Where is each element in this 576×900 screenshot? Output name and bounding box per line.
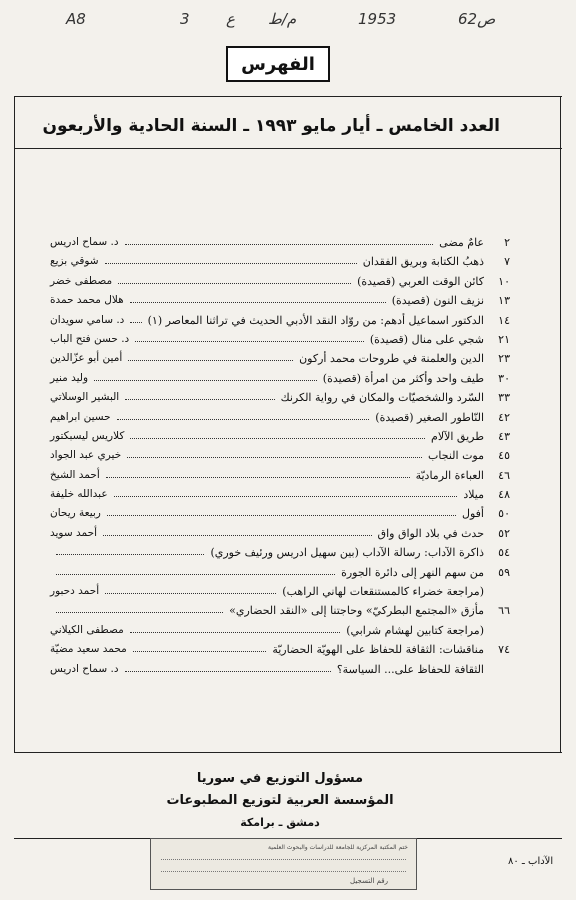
- toc-row: [50, 369, 510, 388]
- toc-leader-dots: [125, 399, 275, 400]
- toc-row: [50, 485, 510, 504]
- toc-leader-dots: [56, 612, 223, 613]
- toc-leader-dots: [127, 457, 422, 458]
- toc-entry-title: نزيف النون (قصيدة): [391, 294, 484, 308]
- toc-row: [50, 563, 510, 582]
- toc-page-number: ٣٣: [498, 391, 510, 405]
- toc-entry-title: ذهبُ الكتابة وبريق الفقدان: [362, 255, 484, 269]
- toc-row: [50, 408, 510, 427]
- toc-entry-author: أمين أبو عزّالدين: [50, 352, 123, 365]
- toc-page-number: ١٣: [498, 294, 510, 308]
- toc-row: [50, 388, 510, 407]
- toc-leader-dots: [118, 283, 351, 284]
- stamp-bottom-text: رقم التسجيل: [350, 877, 388, 885]
- toc-entry-author: أحمد دحبور: [50, 585, 100, 598]
- toc-row: [50, 427, 510, 446]
- toc-entry-title: العباءة الرماديّة: [415, 468, 484, 482]
- toc-entry-author: البشير الوسلاتي: [50, 391, 120, 404]
- toc-page-number: ٦٦: [498, 604, 510, 618]
- toc-row: [50, 466, 510, 485]
- toc-entry-title: شجي على منال (قصيدة): [369, 332, 484, 346]
- toc-row: [50, 291, 510, 310]
- toc-page-number: ٧: [504, 255, 510, 269]
- toc-entry-title: طريق الآلام: [431, 429, 484, 443]
- toc-page-number: ٣٠: [498, 371, 510, 385]
- toc-row: [50, 446, 510, 465]
- toc-leader-dots: [107, 515, 456, 516]
- toc-leader-dots: [130, 438, 425, 439]
- toc-entry-title: الثقافة للحفاظ على... السياسة؟: [336, 662, 484, 676]
- toc-row: [50, 504, 510, 523]
- toc-leader-dots: [105, 593, 276, 594]
- distribution-line-3: دمشق ـ برامكة: [240, 816, 320, 829]
- toc-page-number: ٧٤: [498, 643, 510, 657]
- toc-page-number: ٤٢: [498, 410, 510, 424]
- toc-leader-dots: [114, 496, 457, 497]
- toc-entry-title: من سهم النهر إلى دائرة الجورة: [341, 565, 484, 579]
- toc-entry-title: عامٌ مضى: [439, 236, 484, 249]
- stamp-line: [161, 871, 406, 872]
- index-title-box: [226, 46, 330, 82]
- footer-top-rule: [14, 752, 562, 753]
- toc-row: [50, 621, 510, 640]
- right-body-rule: [560, 148, 561, 752]
- toc-entry-title: (مراجعة خضراء كالمستنقعات لهاني الراهب): [282, 585, 484, 599]
- toc-entry-title: حدث في بلاد الواق واق: [377, 526, 484, 540]
- toc-entry-author: وليد منير: [50, 371, 89, 384]
- toc-entry-title: أفول: [462, 507, 484, 521]
- toc-row: [50, 524, 510, 543]
- handwritten-note-5: 1953: [358, 10, 397, 28]
- toc-entry-author: د. سماح ادريس: [50, 236, 119, 248]
- issue-title: العدد الخامس ـ أيار مايو ١٩٩٣ ـ السنة الحادية والأربعون: [42, 116, 500, 136]
- toc-leader-dots: [56, 574, 335, 575]
- toc-row: [50, 233, 510, 252]
- toc-page-number: ٥٠: [498, 507, 510, 521]
- toc-entry-author: محمد سعيد مضيّة: [50, 643, 127, 656]
- toc-leader-dots: [130, 632, 340, 633]
- toc-entry-title: طيف واحد وأكثر من امرأة (قصيدة): [322, 371, 484, 385]
- toc-entry-title: مناقشات: الثقافة للحفاظ على الهويّة الحضاريّة: [272, 643, 484, 657]
- toc-entry-author: حسين ابراهيم: [50, 410, 111, 423]
- toc-leader-dots: [106, 477, 410, 478]
- distribution-info: [120, 768, 440, 834]
- toc-page-number: ٥٩: [498, 565, 510, 579]
- toc-row: [50, 601, 510, 620]
- toc-page-number: ٥٤: [498, 546, 510, 560]
- toc-entry-title: (مراجعة كتابين لهشام شرابي): [346, 623, 484, 637]
- toc-entry-author: كلاريس ليسبكتور: [50, 429, 125, 442]
- toc-entry-author: ربيعة ريحان: [50, 507, 101, 520]
- toc-entry-title: الدكتور اسماعيل أدهم: من روّاد النقد الأدبي الحديث في تراثنا المعاصر (١): [147, 313, 484, 327]
- toc-leader-dots: [133, 651, 266, 652]
- handwritten-note-4: م/ط: [268, 10, 297, 28]
- toc-page-number: ٤٣: [498, 429, 510, 443]
- toc-entry-author: د. سامي سويدان: [50, 313, 125, 326]
- toc-entry-author: أحمد الشيخ: [50, 468, 100, 481]
- toc-entry-author: د. حسن فتح الباب: [50, 332, 130, 345]
- toc-entry-title: موت النجاب: [428, 449, 484, 463]
- toc-page-number: ٤٥: [498, 449, 510, 463]
- toc-page-number: ٤٦: [498, 468, 510, 482]
- toc-leader-dots: [130, 302, 386, 303]
- right-frame-rule: [560, 96, 561, 148]
- distribution-line-2: المؤسسة العربية لتوزيع المطبوعات: [166, 793, 394, 808]
- toc-page-number: ٥٢: [498, 526, 510, 540]
- toc-row: [50, 272, 510, 291]
- top-rule: [14, 96, 562, 97]
- toc-page-number: ٤٨: [498, 488, 510, 502]
- handwritten-note-1: A8: [66, 10, 86, 28]
- toc-entry-title: الدين والعلمنة في طروحات محمد أركون: [299, 352, 484, 366]
- toc-page-number: ١٠: [498, 274, 510, 288]
- toc-row: [50, 311, 510, 330]
- toc-leader-dots: [130, 322, 142, 323]
- toc-page-number: ١٤: [498, 313, 510, 327]
- table-of-contents: [50, 233, 510, 679]
- toc-entry-author: عبدالله خليفة: [50, 488, 108, 501]
- toc-row: [50, 660, 510, 679]
- distribution-line-1: مسؤول التوزيع في سوريا: [196, 771, 364, 786]
- toc-entry-title: السّرد والشخصيّات والمكان في رواية الكرنك: [280, 391, 484, 405]
- toc-leader-dots: [117, 419, 369, 420]
- toc-entry-author: مصطفى خضر: [50, 274, 113, 287]
- left-body-rule: [14, 148, 15, 752]
- toc-entry-author: أحمد سويد: [50, 526, 97, 539]
- toc-page-number: ٢٣: [498, 352, 510, 366]
- toc-leader-dots: [103, 535, 372, 536]
- toc-entry-author: مصطفى الكيلاني: [50, 623, 124, 636]
- toc-page-number: ٢: [504, 236, 510, 249]
- toc-entry-author: شوقي بزيع: [50, 255, 99, 268]
- toc-entry-author: هلال محمد حمدة: [50, 294, 124, 307]
- stamp-text: ختم المكتبة المركزية للجامعة للدراسات والبحوث العلمية: [268, 844, 408, 851]
- toc-leader-dots: [125, 244, 433, 245]
- toc-entry-title: النّاطور الصغير (قصيدة): [375, 410, 484, 424]
- toc-page-number: ٢١: [498, 332, 510, 346]
- toc-leader-dots: [128, 360, 293, 361]
- left-frame-rule: [14, 96, 15, 148]
- handwritten-note-3: ع: [226, 10, 235, 28]
- footer-page-number: الآداب ـ ٨٠: [508, 856, 554, 867]
- toc-entry-author: خيري عبد الجواد: [50, 449, 122, 462]
- toc-row: [50, 349, 510, 368]
- stamp-line: [161, 859, 406, 860]
- handwritten-note-6: ص62: [458, 10, 496, 28]
- toc-entry-author: د. سماح ادريس: [50, 662, 119, 675]
- toc-row: [50, 252, 510, 271]
- handwritten-note-2: 3: [180, 10, 190, 28]
- toc-row: [50, 330, 510, 349]
- toc-row: [50, 582, 510, 601]
- toc-leader-dots: [135, 341, 364, 342]
- toc-entry-title: ذاكرة الآداب: رسالة الآداب (بين سهيل ادريس ورئيف خوري): [210, 546, 484, 560]
- toc-row: [50, 640, 510, 659]
- header-bottom-rule: [14, 148, 562, 149]
- toc-entry-title: مأزق «المجتمع البطركيّ» وحاجتنا إلى «النقد الحضاري»: [229, 604, 484, 618]
- toc-entry-title: كائن الوقت العربي (قصيدة): [357, 274, 484, 288]
- toc-entry-title: ميلاد: [463, 488, 484, 502]
- toc-row: [50, 543, 510, 562]
- library-stamp: [150, 838, 417, 890]
- toc-leader-dots: [125, 671, 331, 672]
- index-title: الفهرس: [241, 53, 315, 75]
- toc-leader-dots: [94, 380, 317, 381]
- toc-leader-dots: [56, 554, 204, 555]
- toc-leader-dots: [105, 263, 357, 264]
